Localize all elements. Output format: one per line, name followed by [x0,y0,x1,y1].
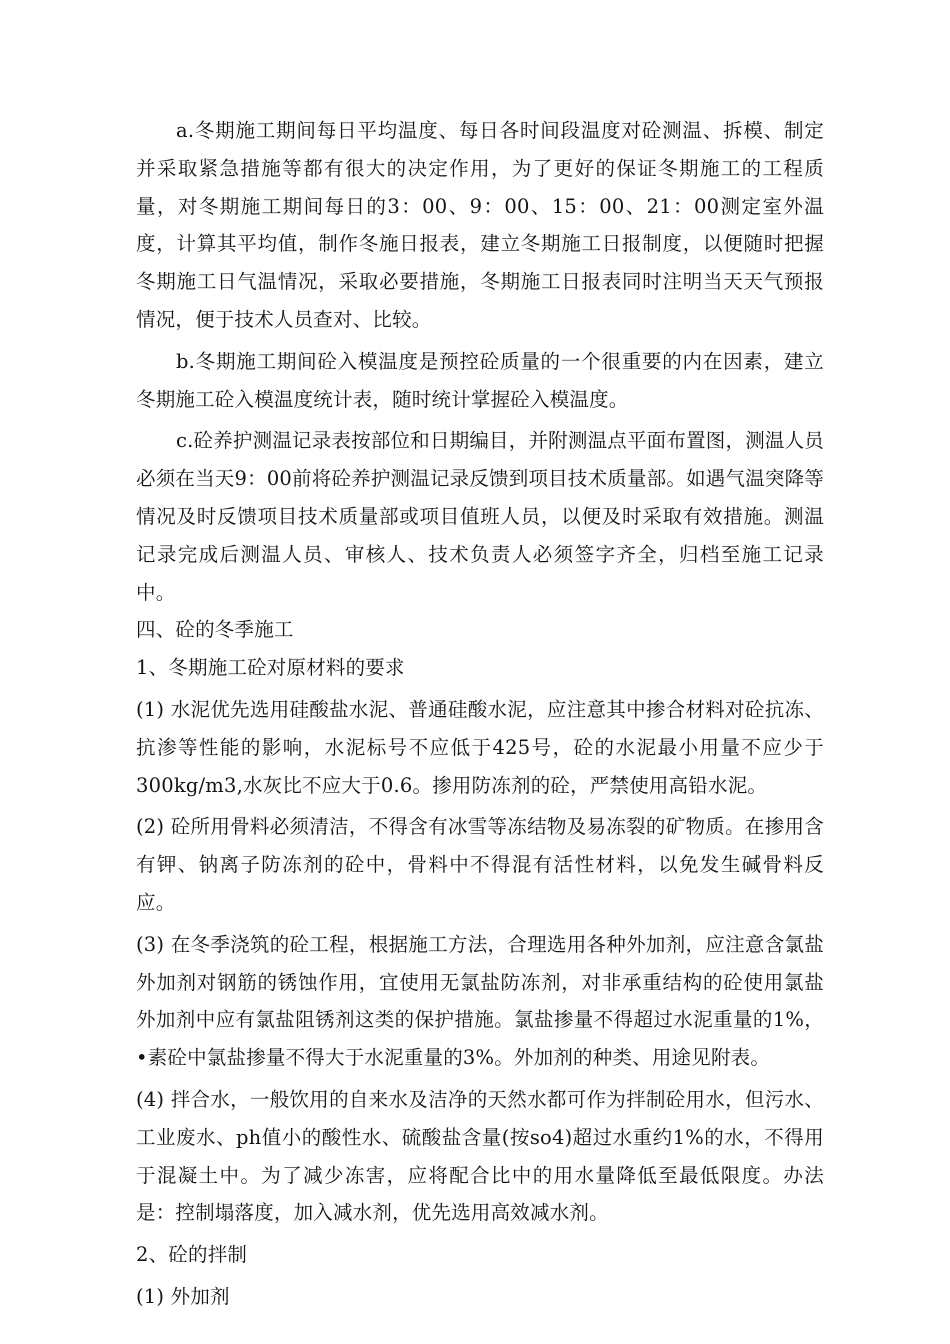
sub-item-1: (1) 外加剂 [136,1284,230,1308]
paragraph-item-3: (3) 在冬季浇筑的砼工程，根据施工方法，合理选用各种外加剂，应注意含氯盐外加剂对钢筋的锈蚀作用，宜使用无氯盐防冻剂，对非承重结构的砼使用氯盐外加剂中应有氯盐阻锈剂这类的保护措施。氯盐掺量不得超过水泥重量的1%，•素砼中氯盐掺量不得大于水泥重量的3%。外加剂的种类、用途见附表。 [136,932,824,1070]
section-heading-4: 四、砼的冬季施工 [136,618,294,642]
subsection-heading-2: 2、砼的拌制 [136,1243,248,1267]
subsection-heading-1: 1、冬期施工砼对原材料的要求 [136,656,405,680]
paragraph-b: b.冬期施工期间砼入模温度是预控砼质量的一个很重要的内在因素，建立冬期施工砼入模温度统计表，随时统计掌握砼入模温度。 [136,349,824,411]
document-body [136,112,824,1316]
paragraph-item-2: (2) 砼所用骨料必须清洁，不得含有冰雪等冻结物及易冻裂的矿物质。在掺用含有钾、钠离子防冻剂的砼中，骨料中不得混有活性材料，以免发生碱骨料反应。 [136,815,824,914]
paragraph-a: a.冬期施工期间每日平均温度、每日各时间段温度对砼测温、拆模、制定并采取紧急措施等都有很大的决定作用，为了更好的保证冬期施工的工程质量，对冬期施工期间每日的3：00、9：00、15：00、21：00测定室外温度，计算其平均值，制作冬施日报表，建立冬期施工日报制度，以便随时把握冬期施工日气温情况，采取必要措施，冬期施工日报表同时注明当天天气预报情况，便于技术人员查对、比较。 [136,119,824,331]
paragraph-item-1: (1) 水泥优先选用硅酸盐水泥、普通硅酸水泥，应注意其中掺合材料对砼抗冻、抗渗等性能的影响，水泥标号不应低于425号，砼的水泥最小用量不应少于300kg/m3,水灰比不应大于0.6。掺用防冻剂的砼，严禁使用高铅水泥。 [136,697,824,797]
paragraph-c: c.砼养护测温记录表按部位和日期编目，并附测温点平面布置图，测温人员必须在当天9：00前将砼养护测温记录反馈到项目技术质量部。如遇气温突降等情况及时反馈项目技术质量部或项目值班人员，以便及时采取有效措施。测温记录完成后测温人员、审核人、技术负责人必须签字齐全，归档至施工记录中。 [136,429,824,604]
paragraph-item-4: (4) 拌合水，一般饮用的自来水及洁净的天然水都可作为拌制砼用水，但污水、工业废水、ph值小的酸性水、硫酸盐含量(按so4)超过水重约1%的水，不得用于混凝土中。为了减少冻害，应将配合比中的用水量降低至最低限度。办法是：控制塌落度，加入减水剂，优先选用高效减水剂。 [136,1087,824,1225]
